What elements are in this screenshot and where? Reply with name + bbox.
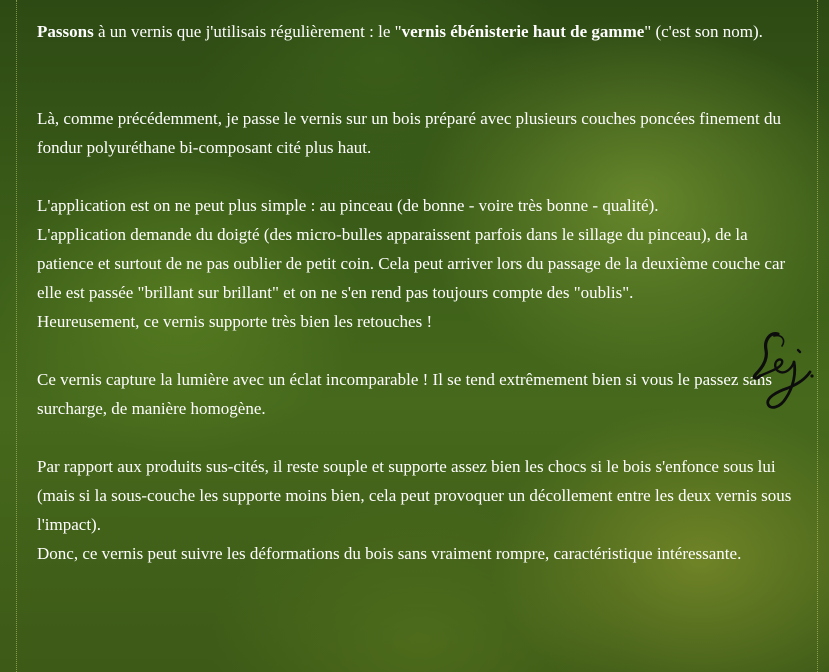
paragraph-intro bbox=[37, 17, 797, 46]
spacer bbox=[37, 336, 797, 365]
article-content bbox=[37, 17, 797, 568]
paragraph-deformation: Donc, ce vernis peut suivre les déformations du bois sans vraiment rompre, caractéristique intéressante. bbox=[37, 544, 742, 563]
paragraph-application-detail: L'application demande du doigté (des micro-bulles apparaissent parfois dans le sillage du pinceau), de la patience et surtout de ne pas oublier de petit coin. Cela peut arriver lors du passage de la deuxième couche car elle est passée "brillant sur brillant" et on ne s'en rend pas toujours compte des "oublis". bbox=[37, 225, 786, 302]
intro-text-b: " (c'est son nom). bbox=[644, 22, 763, 41]
paragraph-flexibility: Par rapport aux produits sus-cités, il reste souple et supporte assez bien les chocs si le bois s'enfonce sous lui (mais si la sous-couche les supporte moins bien, cela peut provoquer un décollement entre les deux vernis sous l'impact). bbox=[37, 457, 792, 534]
paragraph-retouches: Heureusement, ce vernis supporte très bien les retouches ! bbox=[37, 312, 433, 331]
paragraph-preparation: Là, comme précédemment, je passe le vernis sur un bois préparé avec plusieurs couches poncées finement du fondur polyuréthane bi-composant cité plus haut. bbox=[37, 109, 781, 157]
spacer bbox=[37, 162, 797, 191]
intro-lead-word: Passons bbox=[37, 22, 94, 41]
paragraph-application-simple: L'application est on ne peut plus simple : au pinceau (de bonne - voire très bonne - qualité). bbox=[37, 196, 659, 215]
handwritten-signature-icon bbox=[748, 328, 820, 414]
paragraph-shine: Ce vernis capture la lumière avec un éclat incomparable ! Il se tend extrêmement bien si vous le passez sans surcharge, de manière homogène. bbox=[37, 370, 772, 418]
product-name: vernis ébénisterie haut de gamme bbox=[401, 22, 645, 41]
intro-text-a: à un vernis que j'utilisais régulièrement : le " bbox=[93, 22, 402, 41]
spacer bbox=[37, 46, 797, 104]
left-dotted-border bbox=[16, 0, 17, 672]
spacer bbox=[37, 423, 797, 452]
